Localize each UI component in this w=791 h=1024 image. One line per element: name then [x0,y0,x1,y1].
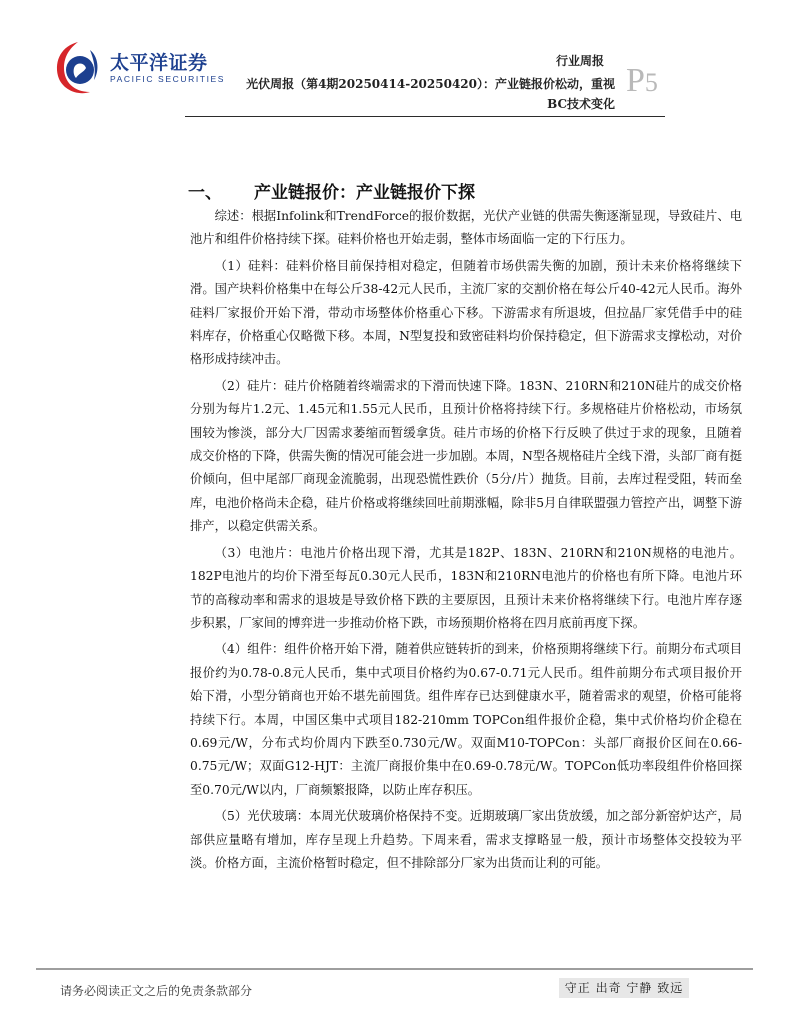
body-text [190,205,742,875]
paragraph-module: （4）组件：组件价格开始下滑，随着供应链转折的到来，价格预期将继续下行。前期分布式项目报价约为0.78-0.8元人民币，集中式项目价格约为0.67-0.71元人民币。组件前期分布式项目报价开始下滑，小型分销商也开始不堪先前囤货。组件库存已达到健康水平，随着需求的观望，价格可能将持续下行。本周，中国区集中式项目182-210mm TOPCon组件报价企稳，集中式价格均价企稳在0.69元/W，分布式均价周内下跌至0.730元/W。双面M10-TOPCon：头部厂商报价区间在0.66-0.75元/W；双面G12-HJT：主流厂商报价集中在0.69-0.78元/W。TOPCon低功率段组件价格回探至0.70元/W以内，厂商频繁报降，以防止库存积压。 [190,642,742,797]
pacific-logo-icon [50,38,106,100]
company-logo [50,38,226,100]
logo-chinese-name: 太平洋证券 [110,52,208,74]
paragraph-polysilicon: （1）硅料：硅料价格目前保持相对稳定，但随着市场供需失衡的加剧，预计未来价格将继续下滑。国产块料价格集中在每公斤38-42元人民币，主流厂家的交割价格在每公斤40-42元人民币。海外硅料厂家报价开始下滑，带动市场整体价格重心下移。下游需求有所退坡，但拉晶厂家凭借手中的硅料库存，价格重心仅略微下移。本周，N型复投和致密硅料均价保持稳定，但下游需求支撑松动，对价格形成持续冲击。 [190,258,742,367]
page-number-letter: P [626,62,645,99]
paragraph-wafer: （2）硅片：硅片价格随着终端需求的下滑而快速下降。183N、210RN和210N硅片的成交价格分别为每片1.2元、1.45元和1.55元人民币，且预计价格将持续下行。多规格硅片价格松动，市场氛围较为惨淡，部分大厂因需求萎缩而暂缓拿货。硅片市场的价格下行反映了供过于求的现象，且随着成交价格的下降，供需失衡的情况可能会进一步加剧。本周，N型各规格硅片全线下滑，头部厂商有挺价倾向，但中尾部厂商现金流脆弱，出现恐慌性跌价（5分/片）抛货。目前，去库过程受阻，转而垒库，电池价格尚未企稳，硅片价格或将继续回吐前期涨幅，除非5月自律联盟强力管控产出，调整下游排产，以稳定供需关系。 [190,378,742,534]
page-number-digit: 5 [644,68,658,97]
section-number: 一、 [188,183,222,203]
section-heading [188,178,475,203]
paragraph-summary: 综述：根据Infolink和TrendForce的报价数据，光伏产业链的供需失衡逐渐显现，导致硅片、电池片和组件价格持续下探。硅料价格也开始走弱，整体市场面临一定的下行压力。 [190,209,742,247]
section-title: 产业链报价：产业链报价下探 [254,183,475,203]
footer-divider [36,968,753,970]
report-title: 光伏周报（第4期20250414-20250420）：产业链报价松动，重视BC技术变化 [246,77,615,111]
header-divider [185,116,665,117]
paragraph-cell: （3）电池片：电池片价格出现下滑，尤其是182P、183N、210RN和210N规格的电池片。182P电池片的均价下滑至每瓦0.30元人民币，183N和210RN电池片的价格也有所下降。电池片环节的高稼动率和需求的退坡是导致价格下跌的主要原因，且预计未来价格将继续下行。电池片库存逐步积累，厂家间的博弈进一步推动价格下跌，市场预期价格将在四月底前再度下探。 [190,545,742,630]
footer-disclaimer: 请务必阅读正文之后的免责条款部分 [60,984,253,998]
footer-slogan: 守正 出奇 宁静 致远 [559,978,689,998]
logo-english-name: PACIFIC SECURITIES [110,74,226,84]
page-number [626,62,658,100]
paragraph-glass: （5）光伏玻璃：本周光伏玻璃价格保持不变。近期玻璃厂家出货放缓，加之部分新窑炉达产，局部供应量略有增加，库存呈现上升趋势。下周来看，需求支撑略显一般，预计市场整体交投较为平淡。价格方面，主流价格暂时稳定，但不排除部分厂家为出货而让利的可能。 [190,809,742,870]
report-category: 行业周报 [556,54,605,68]
